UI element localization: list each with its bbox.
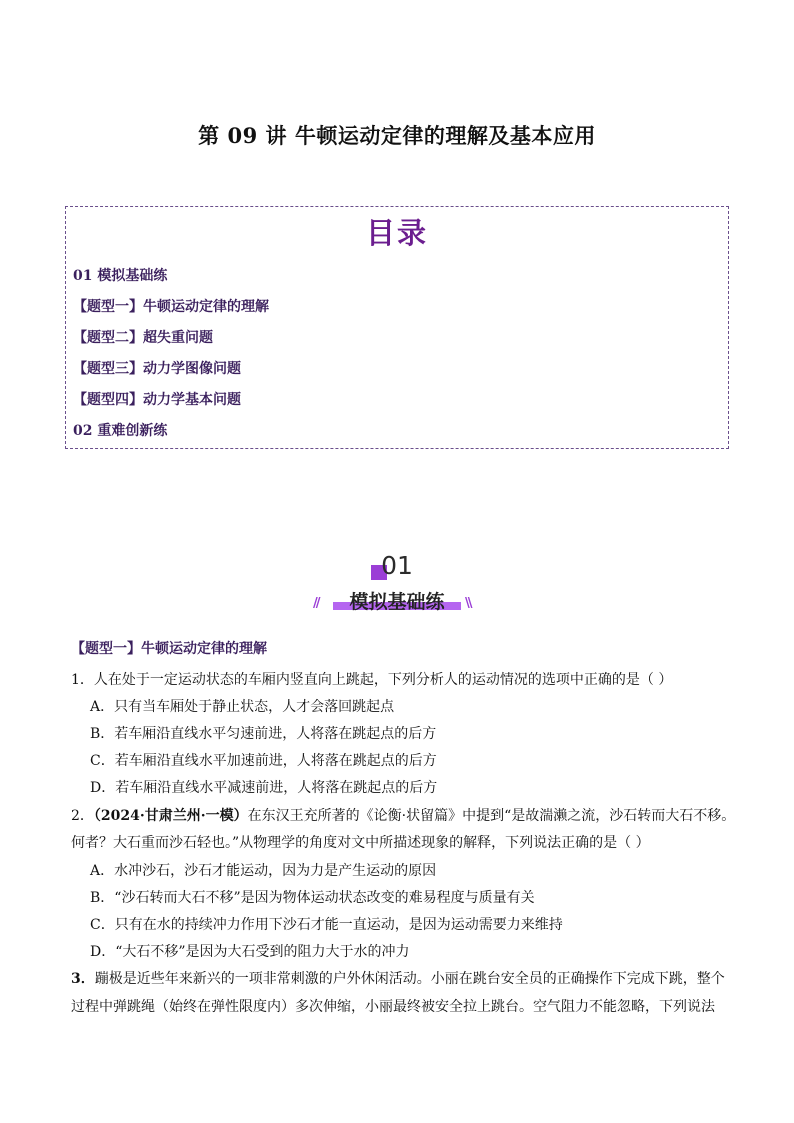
question-1-option-a: A．只有当车厢处于静止状态，人才会落回跳起点: [90, 699, 395, 715]
toc-heading: 目录: [365, 216, 428, 250]
question-1-option-b: B．若车厢沿直线水平匀速前进，人将落在跳起点的后方: [90, 726, 437, 742]
toc-item-basic-practice[interactable]: 01 模拟基础练: [73, 268, 168, 284]
question-2-option-b: B．“沙石转而大石不移”是因为物体运动状态改变的难易程度与质量有关: [90, 890, 535, 906]
toc-item-type-3[interactable]: 【题型三】动力学图像问题: [73, 361, 241, 377]
question-3-stem-line-1: [71, 968, 725, 988]
page-title: 第 09 讲 牛顿运动定律的理解及基本应用: [198, 123, 596, 148]
toc-item-innovation-practice[interactable]: 02 重难创新练: [73, 423, 168, 439]
question-2-stem-line-1: [71, 805, 735, 825]
toc-item-type-4[interactable]: 【题型四】动力学基本问题: [73, 392, 241, 408]
question-3-number: 3．: [71, 971, 95, 987]
question-1-option-d: D．若车厢沿直线水平减速前进，人将落在跳起点的后方: [90, 780, 438, 796]
section-number: 01: [381, 551, 413, 580]
question-2-number: 2．: [71, 808, 94, 824]
toc-item-type-2[interactable]: 【题型二】超失重问题: [73, 330, 213, 346]
question-3-stem-line-2: 过程中弹跳绳（始终在弹性限度内）多次伸缩，小丽最终被安全拉上跳台。空气阻力不能忽略，下列说法: [71, 999, 715, 1015]
table-of-contents: [65, 206, 729, 449]
question-2-option-d: D．“大石不移”是因为大石受到的阻力大于水的冲力: [90, 944, 410, 960]
question-1-stem: 1．人在处于一定运动状态的车厢内竖直向上跳起，下列分析人的运动情况的选项中正确的是（ ）: [71, 672, 673, 688]
question-type-heading: 【题型一】牛顿运动定律的理解: [71, 641, 267, 657]
slash-decoration-left: //: [313, 596, 319, 611]
section-label: 模拟基础练: [349, 591, 445, 613]
question-1-option-c: C．若车厢沿直线水平加速前进，人将落在跳起点的后方: [90, 753, 437, 769]
slash-decoration-right: \\: [465, 596, 471, 611]
question-2-stem-text: 在东汉王充所著的《论衡·状留篇》中提到“是故湍濑之流，沙石转而大石不移。: [247, 808, 736, 824]
toc-item-type-1[interactable]: 【题型一】牛顿运动定律的理解: [73, 299, 269, 315]
question-2-source: （2024·甘肃兰州·一模）: [93, 808, 248, 824]
question-3-stem-text: 蹦极是近些年来新兴的一项非常刺激的户外休闲活动。小丽在跳台安全员的正确操作下完成下跳，整个: [94, 971, 725, 987]
question-2-option-a: A．水冲沙石，沙石才能运动，因为力是产生运动的原因: [90, 863, 437, 879]
question-2-option-c: C．只有在水的持续冲力作用下沙石才能一直运动，是因为运动需要力来维持: [90, 917, 563, 933]
question-2-stem-line-2: 何者？大石重而沙石轻也。”从物理学的角度对文中所描述现象的解释，下列说法正确的是（ ）: [71, 835, 650, 851]
